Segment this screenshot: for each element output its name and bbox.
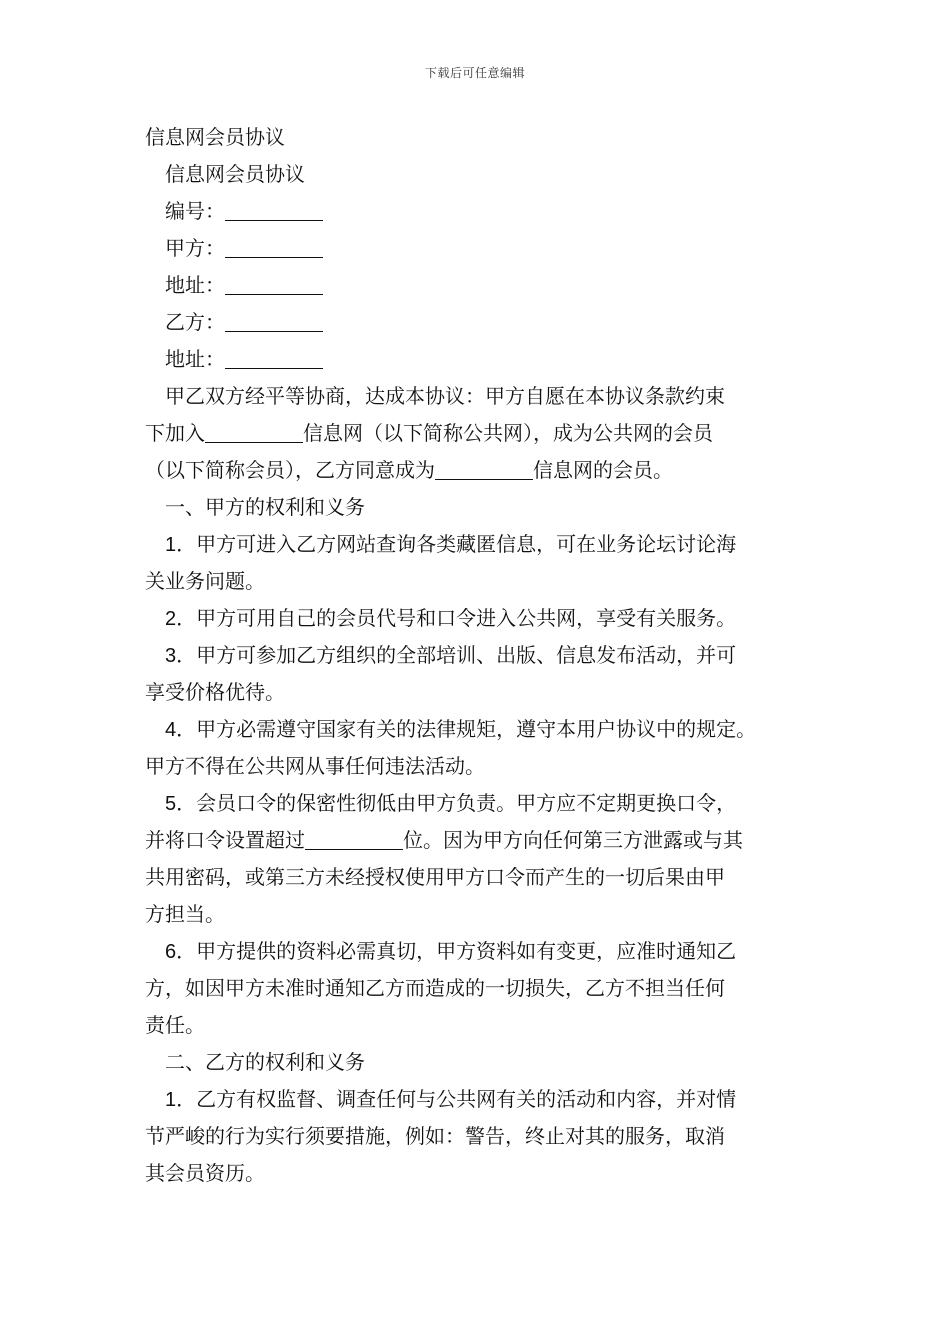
clause-1-1-line-1: [145, 526, 825, 563]
clause-number: 5．: [165, 793, 197, 815]
clause-1-3-line-2: 享受价格优待。: [145, 680, 285, 704]
agreement-subtitle: 信息网会员协议: [165, 162, 305, 186]
address-b-blank: [225, 346, 323, 369]
intro-text: 信息网（以下简称公共网），成为公共网的会员: [303, 421, 713, 445]
party-a-label: 甲方：: [165, 236, 225, 260]
website-name-blank: [435, 457, 533, 480]
clause-number: 2．: [165, 608, 197, 630]
clause-text: 甲方提供的资料必需真切，甲方资料如有变更，应准时通知乙: [196, 939, 737, 963]
clause-1-1-line-2: 关业务问题。: [145, 569, 265, 593]
clause-number: 6．: [165, 941, 197, 963]
clause-number: 1．: [165, 1089, 197, 1111]
clause-1-4-line-2: 甲方不得在公共网从事任何违法活动。: [145, 754, 485, 778]
address-a-blank: [225, 272, 323, 295]
clause-1-5-line-4: 方担当。: [145, 902, 225, 926]
clause-text: 会员口令的保密性彻低由甲方负责。甲方应不定期更换口令，: [196, 791, 737, 815]
section-2-heading: 二、乙方的权利和义务: [165, 1050, 365, 1074]
party-b-field: [145, 304, 825, 341]
document-body: [145, 119, 825, 1192]
number-blank: [225, 198, 323, 221]
clause-1-6-line-1: [145, 933, 825, 970]
clause-2-1-line-2: 节严峻的行为实行须要措施，例如：警告，终止对其的服务，取消: [145, 1124, 725, 1148]
intro-line-1: 甲乙双方经平等协商，达成本协议：甲方自愿在本协议条款约束: [165, 384, 725, 408]
party-b-label: 乙方：: [165, 310, 225, 334]
party-a-blank: [225, 235, 323, 258]
address-b-field: [145, 341, 825, 378]
number-label: 编号：: [165, 199, 225, 223]
number-field: [145, 193, 825, 230]
address-a-label: 地址：: [165, 273, 225, 297]
header-note: 下载后可任意编辑: [424, 66, 525, 80]
intro-text: （以下简称会员），乙方同意成为: [145, 458, 435, 482]
intro-line-3: [145, 452, 825, 489]
clause-1-2-line-1: [145, 600, 825, 637]
clause-1-6-line-3: 责任。: [145, 1013, 205, 1037]
clause-2-1-line-1: [145, 1081, 825, 1118]
address-a-field: [145, 267, 825, 304]
clause-number: 3．: [165, 645, 197, 667]
intro-text: 下加入: [145, 421, 205, 445]
clause-number: 1．: [165, 534, 197, 556]
party-a-field: [145, 230, 825, 267]
party-b-blank: [225, 309, 323, 332]
clause-text: 甲方可参加乙方组织的全部培训、出版、信息发布活动，并可: [196, 643, 737, 667]
password-length-blank: [305, 827, 403, 850]
section-1-heading: 一、甲方的权利和义务: [165, 495, 365, 519]
clause-1-6-line-2: 方，如因甲方未准时通知乙方而造成的一切损失，乙方不担当任何: [145, 976, 725, 1000]
clause-1-4-line-1: [145, 711, 825, 748]
intro-text: 信息网的会员。: [533, 458, 673, 482]
website-name-blank: [205, 420, 303, 443]
clause-text: 并将口令设置超过: [145, 828, 305, 852]
clause-1-5-line-1: [145, 785, 825, 822]
clause-text: 甲方可进入乙方网站查询各类藏匿信息，可在业务论坛讨论海: [196, 532, 737, 556]
clause-text: 乙方有权监督、调查任何与公共网有关的活动和内容，并对情: [196, 1087, 737, 1111]
clause-1-3-line-1: [145, 637, 825, 674]
clause-1-5-line-3: 共用密码，或第三方未经授权使用甲方口令而产生的一切后果由甲: [145, 865, 725, 889]
clause-2-1-line-3: 其会员资历。: [145, 1161, 265, 1185]
address-b-label: 地址：: [165, 347, 225, 371]
clause-1-5-line-2: [145, 822, 825, 859]
clause-text: 甲方必需遵守国家有关的法律规矩，遵守本用户协议中的规定。: [196, 717, 757, 741]
clause-number: 4．: [165, 719, 197, 741]
intro-line-2: [145, 415, 825, 452]
clause-text: 位。因为甲方向任何第三方泄露或与其: [403, 828, 743, 852]
document-title: 信息网会员协议: [145, 125, 285, 149]
clause-text: 甲方可用自己的会员代号和口令进入公共网，享受有关服务。: [196, 606, 737, 630]
